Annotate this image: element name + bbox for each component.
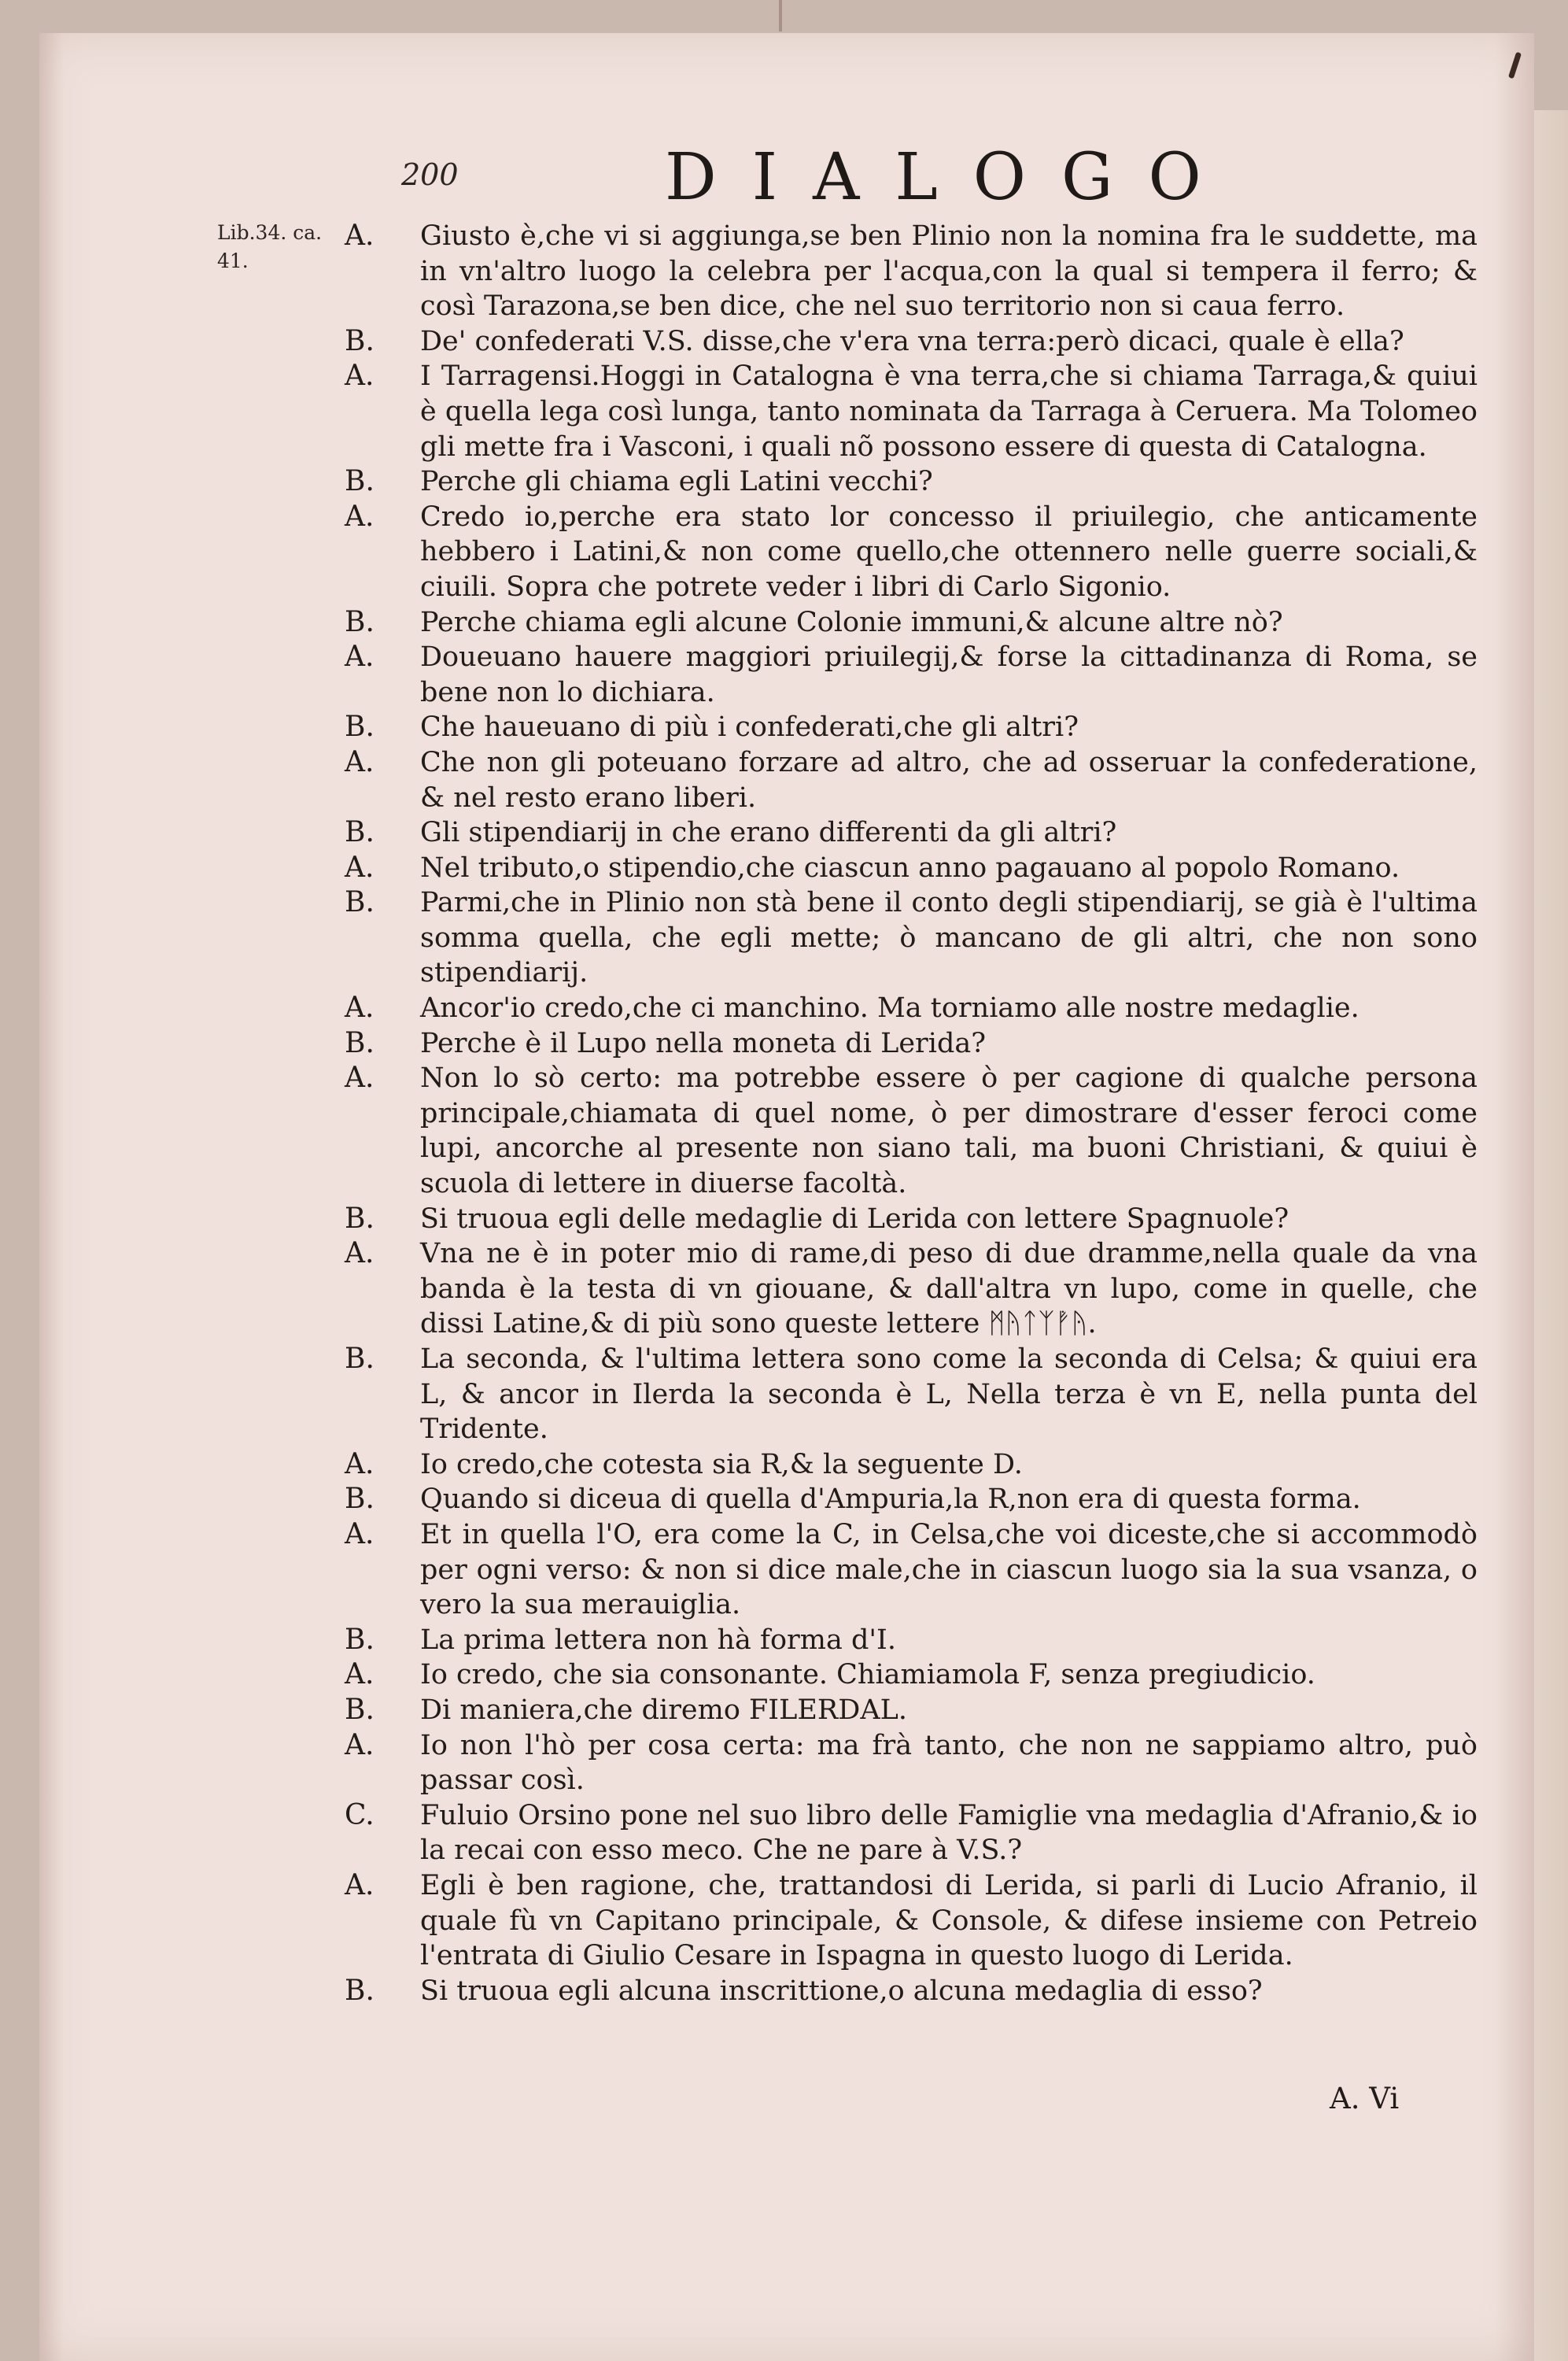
speech-text: La seconda, & l'ultima lettera sono come la seconda di Celsa; & quiui era L, & ancor in Ilerda la seconda è L, Nella terza è vn E, nella punta del Tridente. bbox=[420, 1343, 1478, 1446]
folio-number: 200 bbox=[401, 157, 459, 192]
speech-text: Et in quella l'O, era come la C, in Celsa,che voi diceste,che si accommodò per ogni verso: & non si dice male,che in ciascun luogo sia la sua vsanza, o vero la sua merauiglia. bbox=[420, 1518, 1478, 1621]
dialogue-speech bbox=[345, 640, 1478, 710]
speaker-label: B. bbox=[345, 1693, 374, 1726]
speech-text: La prima lettera non hà forma d'I. bbox=[420, 1624, 896, 1656]
dialogue-speech bbox=[345, 1236, 1478, 1342]
speech-text: I Tarragensi.Hoggi in Catalogna è vna terra,che si chiama Tarraga,& quiui è quella lega così lunga, tanto nominata da Tarraga à Ceruera. Ma Tolomeo gli mette fra i Vasconi, i quali nõ possono essere di questa di Catalogna. bbox=[420, 360, 1478, 463]
speaker-label: B. bbox=[345, 1026, 374, 1059]
speech-text: Egli è ben ragione, che, trattandosi di Lerida, si parli di Lucio Afranio, il quale fù vn Capitano principale, & Console, & difese insieme con Petreio l'entrata di Giulio Cesare in Ispagna in questo luogo di Lerida. bbox=[420, 1869, 1478, 1972]
speech-text: Si truoua egli delle medaglie di Lerida con lettere Spagnuole? bbox=[420, 1203, 1289, 1235]
speech-text: Perche è il Lupo nella moneta di Lerida? bbox=[420, 1027, 986, 1059]
speech-text: Perche gli chiama egli Latini vecchi? bbox=[420, 466, 933, 498]
speaker-label: A. bbox=[345, 992, 374, 1025]
dialogue-speech bbox=[345, 1798, 1478, 1868]
speech-text: Io non l'hò per cosa certa: ma frà tanto, che non ne sappiamo altro, può passar così. bbox=[420, 1729, 1478, 1797]
speech-text: Gli stipendiarij in che erano differenti da gli altri? bbox=[420, 817, 1117, 849]
speech-text: Giusto è,che vi si aggiunga,se ben Plinio non la nomina fra le suddette, ma in vn'altro luogo la celebra per l'acqua,con la qual si tempera il ferro; & così Tarazona,se ben dice, che nel suo territorio non si caua ferro. bbox=[420, 220, 1478, 323]
dialogue-speech bbox=[345, 710, 1478, 745]
speaker-label: A. bbox=[345, 1447, 374, 1480]
dialogue-speech bbox=[345, 219, 1478, 324]
speech-text: Io credo, che sia consonante. Chiamiamola F, senza pregiudicio. bbox=[420, 1659, 1315, 1691]
speech-text: Quando si diceua di quella d'Ampuria,la R,non era di questa forma. bbox=[420, 1483, 1361, 1516]
dialogue-speech bbox=[345, 851, 1478, 886]
speaker-label: A. bbox=[345, 220, 374, 252]
speech-text: Che haueuano di più i confederati,che gli altri? bbox=[420, 711, 1079, 744]
speaker-label: A. bbox=[345, 1237, 374, 1270]
dialogue-speech bbox=[345, 745, 1478, 815]
dialogue-speech bbox=[345, 1202, 1478, 1237]
page-shadow-right bbox=[1495, 33, 1534, 2361]
dialogue-text bbox=[345, 219, 1478, 2008]
dialogue-speech bbox=[345, 885, 1478, 991]
speech-text: Ancor'io credo,che ci manchino. Ma torniamo alle nostre medaglie. bbox=[420, 992, 1360, 1025]
speaker-label: A. bbox=[345, 1658, 374, 1691]
dialogue-speech bbox=[345, 815, 1478, 851]
dialogue-speech bbox=[345, 1342, 1478, 1447]
dialogue-speech bbox=[345, 464, 1478, 500]
page-shadow-left bbox=[39, 33, 63, 2361]
speech-text: Doueuano hauere maggiori priuilegij,& forse la cittadinanza di Roma, se bene non lo dichiara. bbox=[420, 641, 1478, 708]
speech-text: Nel tributo,o stipendio,che ciascun anno pagauano al popolo Romano. bbox=[420, 852, 1400, 884]
gutter-mark bbox=[779, 0, 782, 31]
catchword: A. Vi bbox=[1330, 2082, 1400, 2115]
speaker-label: B. bbox=[345, 1483, 374, 1516]
speech-text: Vna ne è in poter mio di rame,di peso di due dramme,nella quale da vna banda è la testa di vn giouane, & dall'altra vn lupo, come in quelle, che dissi Latine,& di più sono queste lettere ᛗᚤᛏᛉᚡᚤ. bbox=[420, 1238, 1478, 1340]
dialogue-speech bbox=[345, 1728, 1478, 1798]
speaker-label: A. bbox=[345, 500, 374, 533]
speaker-label: A. bbox=[345, 745, 374, 778]
speaker-label: B. bbox=[345, 1202, 374, 1235]
dialogue-speech bbox=[345, 1482, 1478, 1517]
dialogue-speech bbox=[345, 1623, 1478, 1658]
speech-text: Che non gli poteuano forzare ad altro, che ad osseruar la confederatione, & nel resto erano liberi. bbox=[420, 746, 1478, 814]
dialogue-speech bbox=[345, 991, 1478, 1026]
dialogue-speech bbox=[345, 500, 1478, 605]
dialogue-speech bbox=[345, 324, 1478, 360]
speaker-label: A. bbox=[345, 1517, 374, 1550]
speaker-label: B. bbox=[345, 324, 374, 357]
speaker-label: B. bbox=[345, 1974, 374, 2007]
speech-text: Di maniera,che diremo FILERDAL. bbox=[420, 1694, 907, 1726]
speech-text: Parmi,che in Plinio non stà bene il conto degli stipendiarij, se già è l'ultima somma quella, che egli mette; ò mancano de gli altri, che non sono stipendiarij. bbox=[420, 887, 1478, 989]
speaker-label: A. bbox=[345, 641, 374, 674]
dialogue-speech bbox=[345, 1693, 1478, 1728]
dialogue-speech bbox=[345, 605, 1478, 641]
speaker-label: A. bbox=[345, 360, 374, 393]
speech-text: Perche chiama egli alcune Colonie immuni,& alcune altre nò? bbox=[420, 606, 1283, 638]
dialogue-speech bbox=[345, 1974, 1478, 2009]
dialogue-speech bbox=[345, 1447, 1478, 1483]
running-title: DIALOGO bbox=[665, 140, 1237, 215]
speech-text: Io credo,che cotesta sia R,& la seguente D. bbox=[420, 1448, 1023, 1480]
speaker-label: B. bbox=[345, 1623, 374, 1656]
speaker-label: B. bbox=[345, 816, 374, 849]
speaker-label: A. bbox=[345, 1868, 374, 1901]
dialogue-speech bbox=[345, 1868, 1478, 1974]
speaker-label: A. bbox=[345, 1062, 374, 1095]
margin-note: Lib.34. ca. 41. bbox=[217, 221, 323, 272]
speaker-label: B. bbox=[345, 605, 374, 638]
speech-text: Si truoua egli alcuna inscrittione,o alcuna medaglia di esso? bbox=[420, 1975, 1263, 2007]
dialogue-speech bbox=[345, 359, 1478, 464]
dialogue-speech bbox=[345, 1026, 1478, 1062]
speech-text: De' confederati V.S. disse,che v'era vna terra:però dicaci, quale è ella? bbox=[420, 325, 1404, 357]
speaker-label: B. bbox=[345, 1343, 374, 1375]
dialogue-speech bbox=[345, 1061, 1478, 1201]
speaker-label: B. bbox=[345, 465, 374, 498]
speaker-label: B. bbox=[345, 886, 374, 919]
speech-text: Fuluio Orsino pone nel suo libro delle Famiglie vna medaglia d'Afranio,& io la recai con esso meco. Che ne pare à V.S.? bbox=[420, 1799, 1478, 1867]
speaker-label: C. bbox=[345, 1798, 374, 1831]
speech-text: Credo io,perche era stato lor concesso il priuilegio, che anticamente hebbero i Latini,& non come quello,che ottennero nelle guerre sociali,& ciuili. Sopra che potrete veder i libri di Carlo Sigonio. bbox=[420, 501, 1478, 603]
speaker-label: A. bbox=[345, 851, 374, 884]
dialogue-speech bbox=[345, 1657, 1478, 1693]
speech-text: Non lo sò certo: ma potrebbe essere ò per cagione di qualche persona principale,chiamata di quel nome, ò per dimostrare d'esser feroci come lupi, ancorche al presente non siano tali, ma buoni Christiani, & quiui è scuola di lettere in diuerse facoltà. bbox=[420, 1062, 1478, 1200]
dialogue-speech bbox=[345, 1517, 1478, 1623]
speaker-label: A. bbox=[345, 1728, 374, 1761]
speaker-label: B. bbox=[345, 711, 374, 744]
